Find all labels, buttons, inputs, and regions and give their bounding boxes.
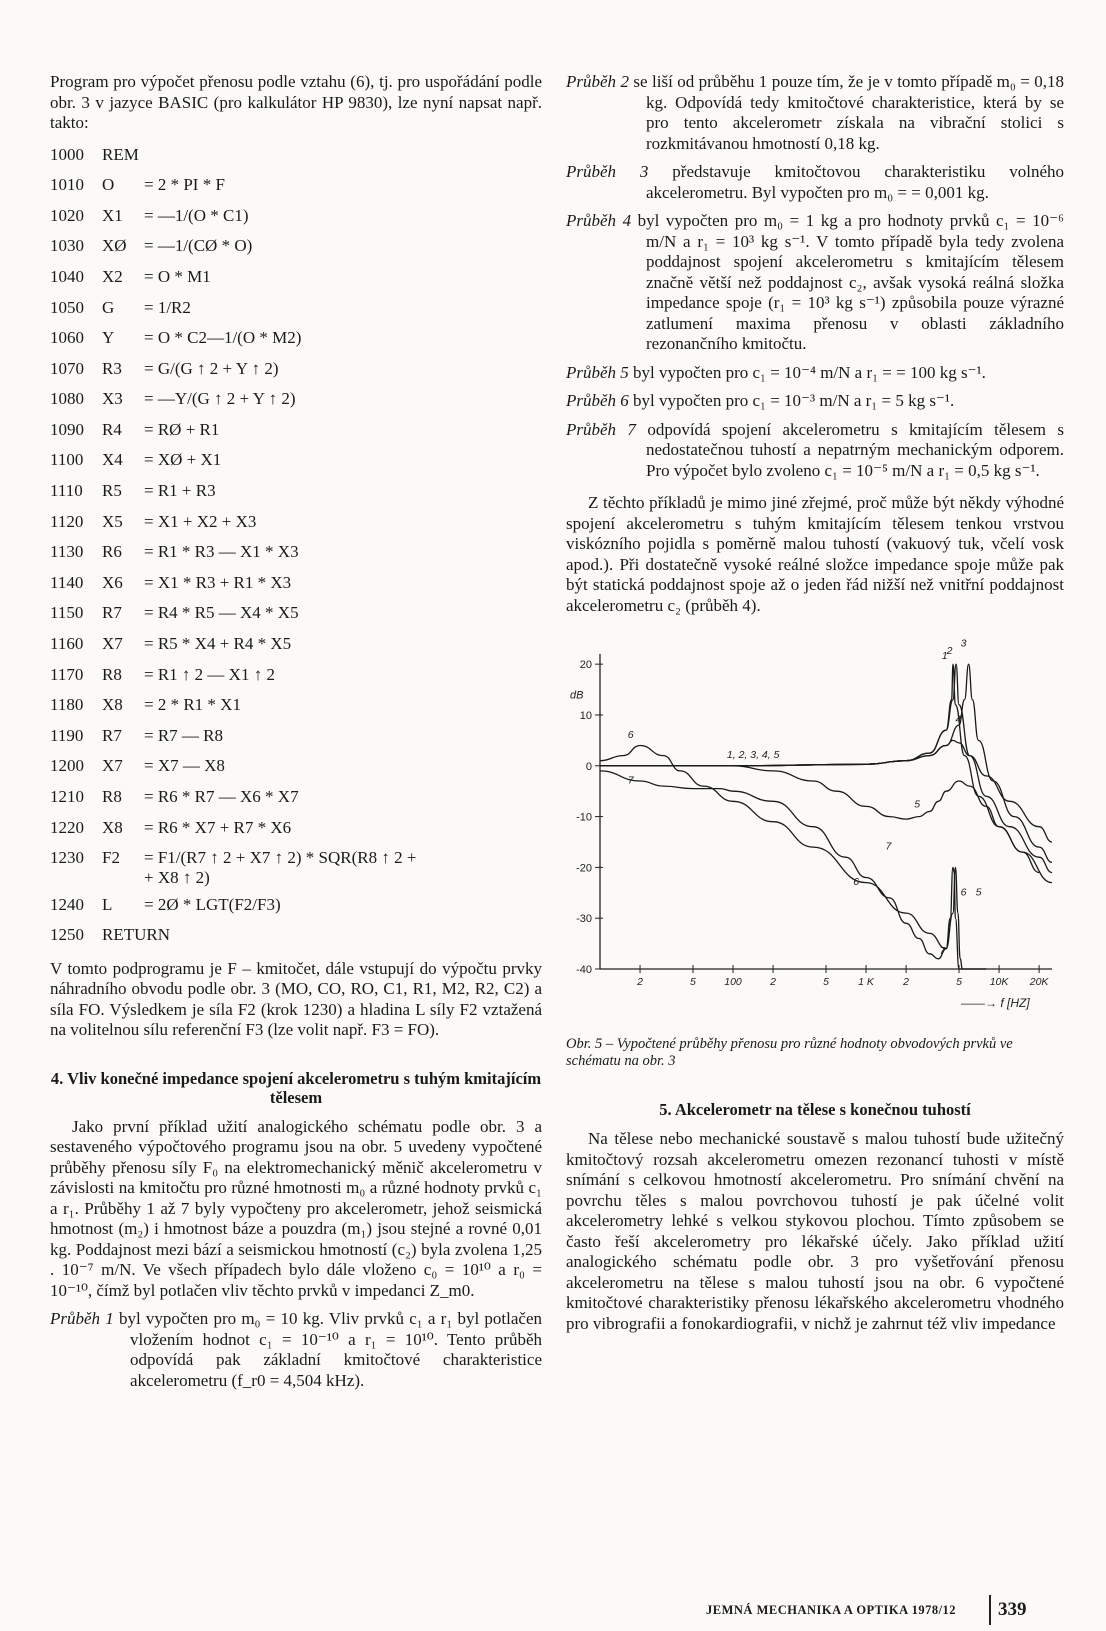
y-tick-label: -10 xyxy=(576,811,592,824)
code-expression: = O * M1 xyxy=(144,266,211,286)
curve-3-description xyxy=(566,162,1064,203)
y-tick-label: 0 xyxy=(585,760,592,773)
x-tick-label: 5 xyxy=(690,976,696,988)
x-tick-label: 2 xyxy=(770,976,776,988)
code-variable: X1 xyxy=(102,205,123,225)
curve-label: Průběh 6 xyxy=(566,391,629,410)
code-expression: = X1 + X2 + X3 xyxy=(144,511,257,531)
section-5-heading: 5. Akcelerometr na tělese s konečnou tuhostí xyxy=(659,1100,971,1119)
section-4-paragraph: Jako první příklad užití analogického schématu podle obr. 3 a sestaveného výpočtového programu jsou na obr. 5 uvedeny vypočtené průběhy přenosu síly F₀ na elektromechanický měnič akcelerometru v závislosti na kmitočtu pro různé hmotnosti m₀ a různé hodnoty prvků c₁ a r₁. Průběhy 1 až 7 byly vypočteny pro akcelerometr, jehož seismická hmotnost (m₂) i hmotnost báze a pouzdra (m₁) jsou stejné a rovné 0,01 kg. Poddajnost mezi bází a seismickou hmotností (c₂) byla zvolena 1,25 . 10⁻⁷ m/N. Ve všech případech bylo dále vloženo c₀ = 10¹⁰ a r₀ = 10⁻¹⁰, čímž byl potlačen vliv těchto prvků v impedanci Z_m0. xyxy=(50,1116,542,1300)
series-line-6 xyxy=(600,746,986,970)
conclusion-paragraph: Z těchto příkladů je mimo jiné zřejmé, proč může být někdy výhodné spojení akcelerometru s tuhým kmitajícím tělesem tenkou vrstvou viskózního pojidla s poměrně malou tuhostí (vakuový tuk, včelí vosk apod.). Při dostatečně vysoké reálné složce impedance spoje může pak být statická poddajnost spoje až o jeden řád nižší než vnitřní poddajnost akcelerometru c₂ (průběh 4). xyxy=(566,493,1064,615)
code-variable: X7 xyxy=(102,634,123,654)
code-expression: = R7 — R8 xyxy=(144,725,224,745)
x-tick-label: 5 xyxy=(823,976,829,988)
code-variable: R8 xyxy=(102,787,122,807)
curve-annotation: 3 xyxy=(960,637,967,650)
code-expression: = 2 * R1 * X1 xyxy=(144,695,241,715)
y-axis-label: dB xyxy=(570,689,584,702)
code-line-number: 1050 xyxy=(50,297,84,317)
code-expression: = —1/(O * C1) xyxy=(144,205,249,225)
code-variable: G xyxy=(102,297,115,317)
code-expression: = R1 * R3 — X1 * X3 xyxy=(144,542,299,562)
code-variable: R8 xyxy=(102,664,122,684)
code-line xyxy=(50,415,542,446)
curve-label: Průběh 2 xyxy=(566,72,629,91)
curve-1-description xyxy=(50,1309,542,1391)
code-expression: = 2Ø * LGT(F2/F3) xyxy=(144,894,281,914)
code-variable: R4 xyxy=(102,419,122,439)
code-expression: = R5 * X4 + R4 * X5 xyxy=(144,634,292,654)
code-line xyxy=(50,598,542,629)
code-variable: R6 xyxy=(102,542,122,562)
code-line xyxy=(50,231,542,262)
code-variable: XØ xyxy=(102,236,127,256)
code-expression: = R6 * R7 — X6 * X7 xyxy=(144,787,299,807)
code-variable: X7 xyxy=(102,756,123,776)
code-line-number: 1180 xyxy=(50,695,84,715)
curve-text: byl vypočten pro m₀ = 1 kg a pro hodnoty prvků c₁ = 10⁻⁶ m/N a r₁ = 10³ kg s⁻¹. V tomto případě byla tedy zvolena poddajnost spojení akcelerometru s kmitajícím tělesem značně větší než poddajnost c₂, avšak vysoká reálná složka impedance spoje (r₁ = 10³ kg s⁻¹) způsobila pouze výrazné zatlumení maxima přenosu v oblasti základního rezonančního kmitočtu. xyxy=(637,211,1064,353)
code-line-number: 1230 xyxy=(50,848,84,868)
code-line xyxy=(50,292,542,323)
code-line xyxy=(50,568,542,599)
code-expression: = —Y/(G ↑ 2 + Y ↑ 2) xyxy=(144,389,296,409)
curve-label: Průběh 5 xyxy=(566,362,629,382)
code-variable: X5 xyxy=(102,511,123,531)
code-line xyxy=(50,445,542,476)
series-line-7 xyxy=(600,771,986,969)
curve-label: Průběh 4 xyxy=(566,211,632,230)
left-column xyxy=(50,72,542,1399)
x-tick-label: 5 xyxy=(956,976,962,988)
code-line xyxy=(50,920,542,951)
code-line xyxy=(50,476,542,507)
code-variable: F2 xyxy=(102,848,120,868)
code-line-number: 1130 xyxy=(50,542,84,562)
code-line xyxy=(50,690,542,721)
curve-annotation: 6 xyxy=(627,728,634,741)
x-tick-label: 1 K xyxy=(858,976,874,988)
code-variable: X4 xyxy=(102,450,123,470)
chart-ticks xyxy=(570,659,1049,1010)
curve-annotation: 7 xyxy=(939,944,946,957)
code-variable: R7 xyxy=(102,603,122,623)
series-line-3 xyxy=(600,664,1052,862)
code-line xyxy=(50,140,542,171)
curve-text: představuje kmitočtovou charakteristiku volného akcelerometru. Byl vypočten pro m₀ = = 0,001 kg. xyxy=(646,162,1064,202)
x-tick-label: 100 xyxy=(724,976,742,988)
code-line-number: 1210 xyxy=(50,787,84,807)
code-line-number: 1220 xyxy=(50,817,84,837)
right-column xyxy=(566,72,1064,1334)
code-expression: = RØ + R1 xyxy=(144,419,220,439)
curve-annotation: 6 xyxy=(853,876,860,889)
curve-annotation: 1 xyxy=(941,650,948,663)
code-expression: = 1/R2 xyxy=(144,297,191,317)
curve-annotation: 1, 2, 3, 4, 5 xyxy=(726,749,780,762)
code-line xyxy=(50,721,542,752)
curve-2-description xyxy=(566,72,1064,154)
code-line xyxy=(50,384,542,415)
code-line xyxy=(50,537,542,568)
x-tick-label: 2 xyxy=(903,976,910,988)
code-line-number: 1000 xyxy=(50,144,84,164)
chart-axes xyxy=(600,654,1052,969)
code-line-number: 1040 xyxy=(50,266,84,286)
y-tick-label: -20 xyxy=(576,862,592,875)
code-line xyxy=(50,354,542,385)
curve-annotation: 5 xyxy=(914,798,921,811)
code-variable: R5 xyxy=(102,481,122,501)
code-line-number: 1150 xyxy=(50,603,84,623)
code-line-number: 1240 xyxy=(50,894,84,914)
footer-separator xyxy=(989,1595,991,1625)
code-expression: = R4 * R5 — X4 * X5 xyxy=(144,603,299,623)
x-tick-label: 20K xyxy=(1029,976,1049,988)
code-variable: R7 xyxy=(102,725,122,745)
code-expression: = R1 + R3 xyxy=(144,481,216,501)
figure-5-chart xyxy=(566,634,1064,1034)
curve-4-description xyxy=(566,211,1064,355)
code-line-number: 1020 xyxy=(50,205,84,225)
chart-series xyxy=(600,664,1052,969)
curve-label: Průběh 3 xyxy=(566,162,649,181)
y-tick-label: -40 xyxy=(576,964,592,976)
code-variable: R3 xyxy=(102,358,122,378)
series-line-1 xyxy=(600,664,1052,882)
figure-5-caption: Obr. 5 – Vypočtené průběhy přenosu pro různé hodnoty obvodových prvků ve schématu na obr. 3 xyxy=(566,1036,1013,1069)
code-line-number: 1120 xyxy=(50,511,84,531)
y-tick-label: 10 xyxy=(579,709,592,722)
x-axis-label: ——→ f [HZ] xyxy=(961,996,1030,1010)
curve-label: Průběh 7 xyxy=(566,419,636,439)
curve-annotation: 7 xyxy=(627,774,634,787)
curve-6-description xyxy=(566,391,1064,412)
code-line-number: 1200 xyxy=(50,756,84,776)
code-variable: X6 xyxy=(102,572,123,592)
series-line-2 xyxy=(600,664,1052,872)
code-expression: = X1 * R3 + R1 * X3 xyxy=(144,572,292,592)
x-tick-label: 2 xyxy=(637,976,643,988)
y-tick-label: -30 xyxy=(576,913,592,926)
code-line xyxy=(50,507,542,538)
code-expression: = 2 * PI * F xyxy=(144,175,225,195)
curve-annotation: 6 xyxy=(960,886,967,899)
code-variable: O xyxy=(102,175,115,195)
code-line xyxy=(50,866,542,890)
code-line-number: 1060 xyxy=(50,328,84,348)
code-line xyxy=(50,660,542,691)
code-line-number: 1170 xyxy=(50,664,84,684)
basic-code-listing xyxy=(50,140,542,951)
code-expression: = G/(G ↑ 2 + Y ↑ 2) xyxy=(144,358,279,378)
code-line xyxy=(50,890,542,921)
code-expression: + X8 ↑ 2) xyxy=(144,867,210,887)
curve-1-label: Průběh 1 xyxy=(50,1309,114,1329)
curve-text: byl vypočten pro c₁ = 10⁻⁴ m/N a r₁ = = 100 kg s⁻¹. xyxy=(633,362,986,382)
curve-annotation: 4 xyxy=(955,713,962,726)
curve-text: byl vypočten pro c₁ = 10⁻³ m/N a r₁ = 5 kg s⁻¹. xyxy=(633,391,955,410)
curve-7-description xyxy=(566,420,1064,482)
code-expression: = F1/(R7 ↑ 2 + X7 ↑ 2) * SQR(R8 ↑ 2 + xyxy=(144,848,417,868)
code-line xyxy=(50,262,542,293)
frequency-response-chart xyxy=(566,634,1064,1034)
code-line-number: 1010 xyxy=(50,175,84,195)
section-4-heading: 4. Vliv konečné impedance spojení akcelerometru s tuhým kmitajícím tělesem xyxy=(50,1068,542,1107)
code-line xyxy=(50,201,542,232)
code-variable: Y xyxy=(102,328,115,348)
code-line xyxy=(50,170,542,201)
code-line xyxy=(50,782,542,813)
code-variable: X8 xyxy=(102,817,123,837)
curve-text: se liší od průběhu 1 pouze tím, že je v tomto případě m₀ = 0,18 kg. Odpovídá tedy kmitočtové charakteristice, která by se pro tento akcelerometr získala na vibrační stolici s rozkmitávanou hmotností 0,18 kg. xyxy=(633,72,1065,153)
code-line-number: 1110 xyxy=(50,481,83,501)
code-line-number: 1250 xyxy=(50,925,84,945)
code-line-number: 1030 xyxy=(50,236,84,256)
code-line-number: 1080 xyxy=(50,389,84,409)
curve-annotation: 7 xyxy=(885,840,892,853)
chart-annotations xyxy=(628,637,982,956)
section-5-paragraph: Na tělese nebo mechanické soustavě s malou tuhostí bude užitečný kmitočtový rozsah akcelerometru omezen rezonancí tuhosti v místě snímání s celkovou hmotností akcelerometru. Pro snímání chvění na povrchu těles s malou povrchovou tuhostí je pak účelné volit akcelerometry lehké s velkou stykovou plochou. Tímto způsobem se často řeší akcelerometry pro lékařské účely. Jako příklad užití analogického schématu podle obr. 3 pro vyšetřování přenosu akcelerometru na tělese s malou tuhostí jsou na obr. 6 vypočtené kmitočtové charakteristiky přenosu lékařského akcelerometru vhodného pro vibrografii a fonokardiografii, v nichž je zahrnut též vliv impedance xyxy=(566,1129,1064,1333)
curve-1-text: byl vypočten pro m₀ = 10 kg. Vliv prvků c₁ a r₁ byl potlačen vložením hodnot c₁ = 10⁻¹⁰ a r₁ = 10¹⁰. Tento průběh odpovídá pak základní kmitočtové charakteristice akcelerometru (f_r0 = 4,504 kHz). xyxy=(118,1309,542,1390)
code-variable: L xyxy=(102,894,113,914)
code-expression: = —1/(CØ * O) xyxy=(144,236,253,256)
code-variable: RETURN xyxy=(102,925,170,945)
code-expression: = X7 — X8 xyxy=(144,756,225,776)
curve-annotation: 5 xyxy=(975,886,982,899)
page-number: 339 xyxy=(998,1599,1027,1620)
code-line-number: 1160 xyxy=(50,634,84,654)
code-line-number: 1070 xyxy=(50,358,84,378)
curve-annotation: 2 xyxy=(946,645,953,657)
code-expression: = O * C2—1/(O * M2) xyxy=(144,328,302,348)
x-tick-label: 10K xyxy=(989,976,1009,988)
code-line xyxy=(50,323,542,354)
code-expression: = R1 ↑ 2 — X1 ↑ 2 xyxy=(144,664,275,684)
code-explanation-paragraph: V tomto podprogramu je F – kmitočet, dále vstupují do výpočtu prvky náhradního obvodu podle obr. 3 (MO, CO, RO, C1, R1, M2, R2, C2) a síla FO. Výsledkem je síla F2 (krok 1230) a hladina L síly F2 vztažená na volitelnou sílu referenční F3 (lze volit např. F3 = FO). xyxy=(50,958,542,1040)
code-line-number: 1090 xyxy=(50,419,84,439)
code-expression: = XØ + X1 xyxy=(144,450,222,470)
code-expression: = R6 * X7 + R7 * X6 xyxy=(144,817,292,837)
code-line xyxy=(50,629,542,660)
code-variable: X2 xyxy=(102,266,123,286)
code-line xyxy=(50,813,542,844)
code-line-number: 1140 xyxy=(50,572,84,592)
code-line-number: 1100 xyxy=(50,450,84,470)
curve-descriptions xyxy=(566,72,1064,481)
curve-5-description xyxy=(566,363,1064,384)
code-line xyxy=(50,751,542,782)
y-tick-label: 20 xyxy=(579,659,592,672)
code-variable: X3 xyxy=(102,389,123,409)
intro-paragraph: Program pro výpočet přenosu podle vztahu (6), tj. pro uspořádání podle obr. 3 v jazyce BASIC (pro kalkulátor HP 9830), lze nyní napsat např. takto: xyxy=(50,72,542,132)
code-line-number: 1190 xyxy=(50,725,84,745)
code-variable: REM xyxy=(102,144,139,164)
curve-text: odpovídá spojení akcelerometru s kmitajícím tělesem s nedostatečnou tuhostí a nepatrným mechanickým odporem. Pro výpočet bylo zvoleno c₁ = 10⁻⁵ m/N a r₁ = 0,5 kg s⁻¹. xyxy=(646,419,1065,480)
code-variable: X8 xyxy=(102,695,123,715)
journal-name: JEMNÁ MECHANIKA A OPTIKA 1978/12 xyxy=(706,1603,957,1617)
